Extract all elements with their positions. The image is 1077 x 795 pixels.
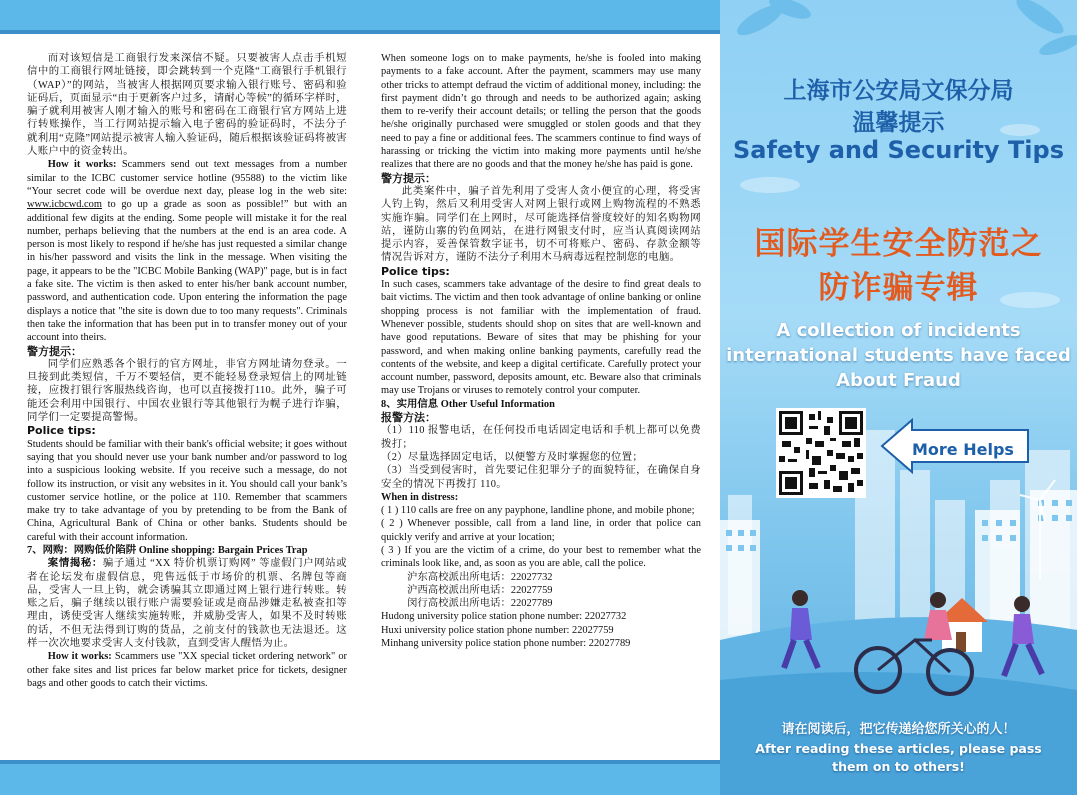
- middle-text-column: [381, 52, 701, 650]
- footer-en-line-1: After reading these articles, please pass: [755, 741, 1042, 756]
- section8-heading: [381, 398, 701, 411]
- police-warning-cn: 同学们应熟悉各个银行的官方网址，非官方网址请勿登录。一旦接到此类短信，千万不要轻信，更不能轻易登录短信上的网址链接，应拨打银行客服热线咨询，也可以直接拨打110。此外，骗子可能还会利用中国银行、中国农业银行等其他银行为幌子进行诈骗，同学们一定要提高警惕。: [27, 358, 347, 424]
- police-tips-en: Students should be familiar with their bank's official website; it goes without saying that you should never use your bank number and/or password to log into a suspicious looking website. If you receive such a message, do not follow its instruction, or visit any websites in it. You should call your bank’s customer service hotline, or the police at 110. Remember that scammers make try to take advantage of you by pretending to be from the Bank of China, Agricultural Bank of China or other banks. Students should be careful with their account information.: [27, 438, 347, 543]
- cover-subtitle-cn-1: 国际学生安全防范之: [754, 226, 1043, 262]
- section7-cn-text: 骗子通过 “XX 特价机票订购网” 等虚假门户网站或者在论坛发布虚假信息，兜售远低于市场价的机票、名牌包等商品，受害人一旦上钩，就会诱骗其立即通过网上银行进行转账。转账之后，骗子继续以银行账户需要验证或是商品涉嫌走私被查扣等理由，诱使受害人继续实施转账，并威胁受害人，如果不及时转账的话，不但无法得到订购的货品，之前支付的钱款也无法退还。这样一次次地要求受害人支付钱款，直到受害人醒悟为止。: [27, 558, 347, 650]
- icbc-scam-cn-paragraph: 而对该短信是工商银行发来深信不疑。只要被害人点击手机短信中的工商银行网址链接，即会跳转到一个克隆“工商银行手机银行（WAP）”的网站，当被害人根据网页要求输入银行账号、密码和验证码后，页面显示“由于更新客户过多，请耐心等候”的循环字样时，骗子就利用被害人刚才输入的账号和密码在工商银行官方网站上进行转账操作，当工行网站提示输入电子密码的验证码时，不法分子就利用“克隆”网站提示被害人输入验证码，随后根据该验证码将被害人账户中的资金转出。: [27, 53, 347, 158]
- footer-cn: 请在阅读后，把它传递给您所关心的人！: [781, 722, 1016, 737]
- footer-en: [720, 740, 1077, 776]
- alarm-item-2: （2）尽量选择固定电话，以便警方及时掌握您的位置；: [381, 451, 644, 463]
- phone-cn-huxi: 沪西高校派出所电话：22027759: [407, 584, 553, 596]
- cover-title-cn-1: 上海市公安局文保分局: [783, 78, 1014, 104]
- section7-heading: 7、网购：网购低价陷阱 Online shopping: Bargain Prices Trap: [27, 544, 308, 556]
- police-tips-heading-2: Police tips:: [381, 264, 450, 278]
- phone-cn-hudong: 沪东高校派出所电话：22027732: [407, 571, 553, 583]
- police-warning-cn-2: 此类案件中，骗子首先利用了受害人贪小便宜的心理，将受害人钓上钩，然后又利用受害人对网上银行或网上购物流程的不熟悉实施诈骗。同学们在上网时，尽可能选择信誉度较好的知名购物网站，谨防山寨的钓鱼网站，在进行网银支付时，应当认真阅读网站提示内容，妥善保管数字证书，切不可将账户、密码、存款金额等情况告诉对方，谨防不法分子利用木马病毒远程控制您的电脑。: [381, 185, 701, 264]
- cover-title-cn-2: 温馨提示: [852, 110, 945, 136]
- alarm-methods-heading: 报警方法：: [381, 411, 436, 425]
- phone-en-minhang: Minhang university police station phone number: 22027789: [381, 638, 631, 650]
- alarm-item-3: （3）当受到侵害时，首先要记住犯罪分子的面貌特征，在确保自身安全的情况下再拨打 110。: [381, 465, 701, 490]
- distress-item-2: ( 2 ) Whenever possible, call from a land line, in order that police can quickly verify and arrive at your location;: [381, 518, 701, 543]
- top-color-band: [0, 0, 720, 34]
- phone-en-huxi: Huxi university police station phone number: 22027759: [381, 624, 614, 636]
- how-it-works-2-label: How it works:: [47, 651, 112, 663]
- phone-cn-minhang: 闵行高校派出所电话：22027789: [407, 598, 553, 610]
- section8-en: Other Useful Information: [438, 398, 555, 410]
- window-grid-icon: [726, 500, 1072, 551]
- police-warning-heading-2: 警方提示：: [381, 171, 436, 185]
- alarm-item-1: （1）110 报警电话，在任何投币电话固定电话和手机上都可以免费拨打；: [381, 425, 701, 450]
- how-it-works-text-cont: to go up a grade as soon as possible!” but with an additional few digits at the ending. Some people will mistake it for the real number, perhaps believing that the numbers at the end is an area code. A person is most likely to respond if he/she has just requested a similar change in his/her password and visits the link in the message. When visiting the page, it appears to be the "ICBC Mobile Banking (WAP)" page, but is in fact a fake site. The victim is then asked to enter his/her bank account number, password, and authentication code. Upon entering the information the page displays a notice that "the site is down due to too many requests". Criminals then take the information that has been put in to transfer money out of your account into theirs.: [27, 199, 347, 344]
- bottom-color-band: [0, 760, 720, 795]
- distress-item-3: ( 3 ) If you are the victim of a crime, do your best to remember what the criminals look like, and, as soon as you are able, call the police.: [381, 544, 701, 570]
- scam-url-link[interactable]: www.icbcwd.com: [27, 199, 102, 211]
- police-warning-heading: 警方提示：: [27, 344, 82, 358]
- how-it-works-2-text: Scammers use "XX special ticket ordering network" or other fake sites and list prices far below market price for tickets, designer bags and other goods to catch their victims.: [27, 651, 347, 689]
- how-it-works-paragraph: [27, 158, 347, 344]
- how-it-works-2-paragraph: [27, 650, 347, 690]
- left-text-column: [27, 52, 347, 690]
- distress-heading: When in distress:: [381, 491, 459, 503]
- cover-desc-line-1: A collection of incidents: [776, 320, 1021, 341]
- cover-subtitle-cn-2: 防诈骗专辑: [818, 270, 979, 306]
- cover-panel: [720, 0, 1077, 795]
- case-reveal-label: 案情揭秘：: [47, 558, 103, 570]
- cover-title-en: Safety and Security Tips: [733, 136, 1064, 164]
- how-it-works-label: How it works:: [47, 159, 117, 171]
- qr-code-icon[interactable]: [776, 408, 866, 498]
- police-tips-en-2: In such cases, scammers take advantage of the desire to find great deals to bait victims. The victim and then took advantage of online banking or online shopping process is not familiar with the implementation of fraud. Whenever possible, students should shop on sites that are well-known and have good reputations. Beware of sites that may be phishing for your password, and when making online banking payments, carefully read the contents of the website, and keep a digital certificate. Carefully protect your account number, password, deposits amount, etc. Beware also that criminals may use Trojans or viruses to remotely control your computer.: [381, 279, 701, 397]
- footer-en-line-2: them on to others!: [832, 759, 965, 774]
- how-it-works-text: Scammers send out text messages from a number similar to the ICBC customer service hotline (95588) to the victim like “Your secret code will be overdue next day, please log in the web site:: [27, 159, 347, 197]
- cover-description: [720, 318, 1077, 393]
- phone-en-hudong: Hudong university police station phone number: 22027732: [381, 611, 627, 623]
- cover-desc-line-3: About Fraud: [836, 370, 961, 391]
- section8-cn: 8、实用信息: [381, 398, 439, 410]
- section7-cn: [27, 557, 347, 650]
- shopping-scam-en-paragraph: When someone logs on to make payments, he/she is fooled into making payments to a fake account. After the payment, scammers may use many other tricks to attempt defraud the victim of additional money, including: the first payment didn’t go through and needs to be authorized again; asking them to re-verify their account details; or telling the person that the goods he/she originally purchased were smuggled or stolen goods and that they need to pay a fine or additional fees. The scammers continue to find ways of harassing or tricking the victim into making more payments until he/she realizes that there are no goods and that the money he/she has paid is gone.: [381, 53, 701, 171]
- police-tips-heading: Police tips:: [27, 424, 96, 438]
- more-helps-label[interactable]: More Helps: [912, 440, 1014, 459]
- cover-desc-line-2: international students have faced: [726, 345, 1071, 366]
- distress-item-1: ( 1 ) 110 calls are free on any payphone, landline phone, and mobile phone;: [381, 505, 695, 517]
- leaves-icon: [733, 0, 1077, 59]
